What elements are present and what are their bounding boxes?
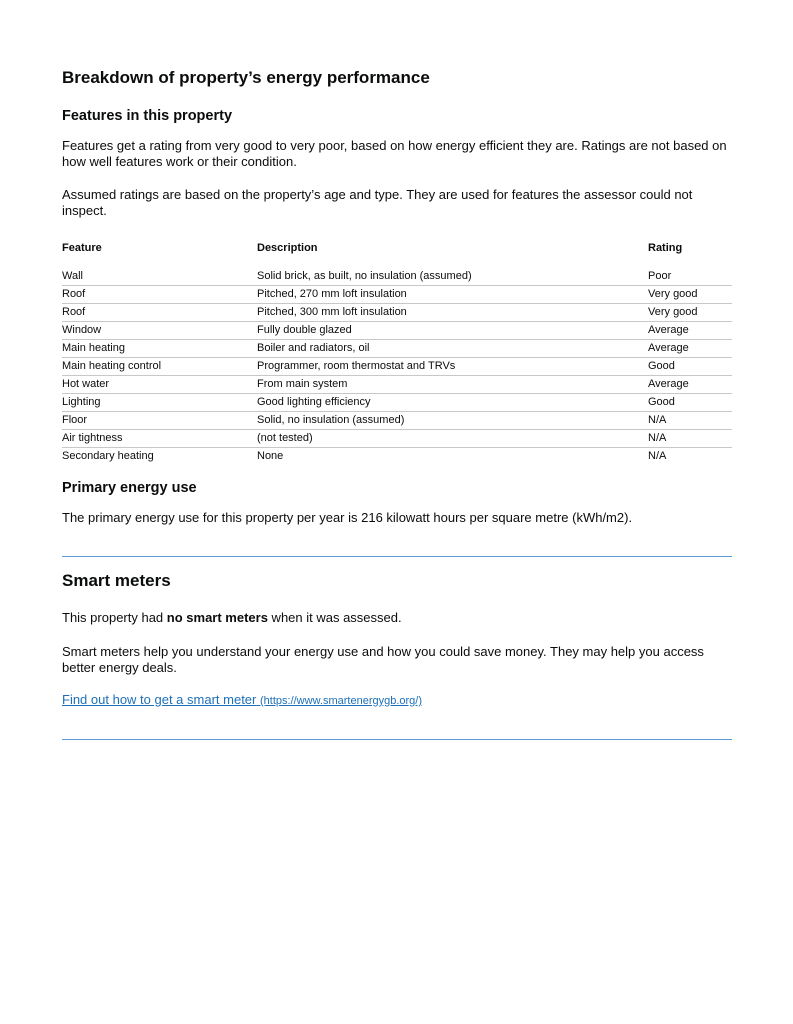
description-cell: Boiler and radiators, oil	[257, 340, 648, 358]
description-cell: Solid brick, as built, no insulation (assumed)	[257, 268, 648, 286]
primary-energy-text: The primary energy use for this property per year is 216 kilowatt hours per square metre (kWh/m2).	[62, 510, 633, 525]
status-suffix: when it was assessed.	[267, 610, 402, 625]
feature-cell: Roof	[62, 304, 257, 322]
feature-cell: Wall	[62, 268, 257, 286]
section-divider	[62, 556, 732, 557]
table-row	[62, 412, 732, 430]
smart-meter-info: Smart meters help you understand your energy use and how you could save money. They may help you access better energy deals.	[62, 644, 704, 675]
primary-energy-heading: Primary energy use	[62, 480, 197, 496]
rating-cell: Average	[648, 376, 732, 394]
table-row	[62, 358, 732, 376]
rating-cell: N/A	[648, 412, 732, 430]
features-table	[62, 242, 732, 465]
feature-cell: Main heating control	[62, 358, 257, 376]
table-row	[62, 394, 732, 412]
status-prefix: This property had	[62, 610, 167, 625]
feature-cell: Secondary heating	[62, 450, 154, 462]
section-divider	[62, 739, 732, 740]
feature-cell: Floor	[62, 412, 257, 430]
smart-meter-link[interactable]	[62, 692, 422, 709]
rating-cell: Good	[648, 358, 732, 376]
rating-cell: Average	[648, 322, 732, 340]
header-rating: Rating	[648, 242, 683, 254]
header-feature: Feature	[62, 242, 102, 254]
table-row	[62, 286, 732, 304]
table-row	[62, 322, 732, 340]
rating-cell: Average	[648, 340, 732, 358]
rating-cell: Good	[648, 394, 732, 412]
feature-cell: Air tightness	[62, 430, 257, 448]
feature-cell: Roof	[62, 286, 257, 304]
table-row	[62, 376, 732, 394]
smart-meter-link-text: Find out how to get a smart meter	[62, 692, 257, 707]
features-heading: Features in this property	[62, 108, 233, 124]
description-cell: Good lighting efficiency	[257, 394, 648, 412]
description-cell: (not tested)	[257, 430, 648, 448]
description-cell: None	[257, 450, 284, 462]
description-cell: Fully double glazed	[257, 322, 648, 340]
page-title: Breakdown of property’s energy performance	[62, 68, 430, 87]
feature-cell: Window	[62, 322, 257, 340]
smart-meter-link-url: (https://www.smartenergygb.org/)	[260, 695, 423, 707]
status-bold: no smart meters	[166, 610, 268, 625]
rating-cell: Very good	[648, 304, 732, 322]
smart-meters-title: Smart meters	[62, 571, 171, 590]
rating-cell: N/A	[648, 430, 732, 448]
header-description: Description	[257, 242, 318, 254]
feature-cell: Main heating	[62, 340, 257, 358]
description-cell: Pitched, 270 mm loft insulation	[257, 286, 648, 304]
description-cell: Pitched, 300 mm loft insulation	[257, 304, 648, 322]
table-header-row	[62, 242, 732, 268]
table-row	[62, 448, 732, 466]
smart-meter-status	[62, 610, 732, 626]
features-intro-paragraph: Features get a rating from very good to very poor, based on how energy efficient they are. Ratings are not based on how well features work or their condition.	[62, 138, 727, 169]
feature-cell: Hot water	[62, 376, 257, 394]
rating-cell: N/A	[648, 450, 667, 462]
rating-cell: Very good	[648, 286, 732, 304]
description-cell: Programmer, room thermostat and TRVs	[257, 358, 648, 376]
rating-cell: Poor	[648, 268, 732, 286]
feature-cell: Lighting	[62, 394, 257, 412]
description-cell: Solid, no insulation (assumed)	[257, 412, 648, 430]
table-row	[62, 304, 732, 322]
description-cell: From main system	[257, 376, 648, 394]
table-row	[62, 430, 732, 448]
table-row	[62, 268, 732, 286]
table-row	[62, 340, 732, 358]
assumed-ratings-paragraph: Assumed ratings are based on the property’s age and type. They are used for features the assessor could not inspect.	[62, 187, 693, 218]
